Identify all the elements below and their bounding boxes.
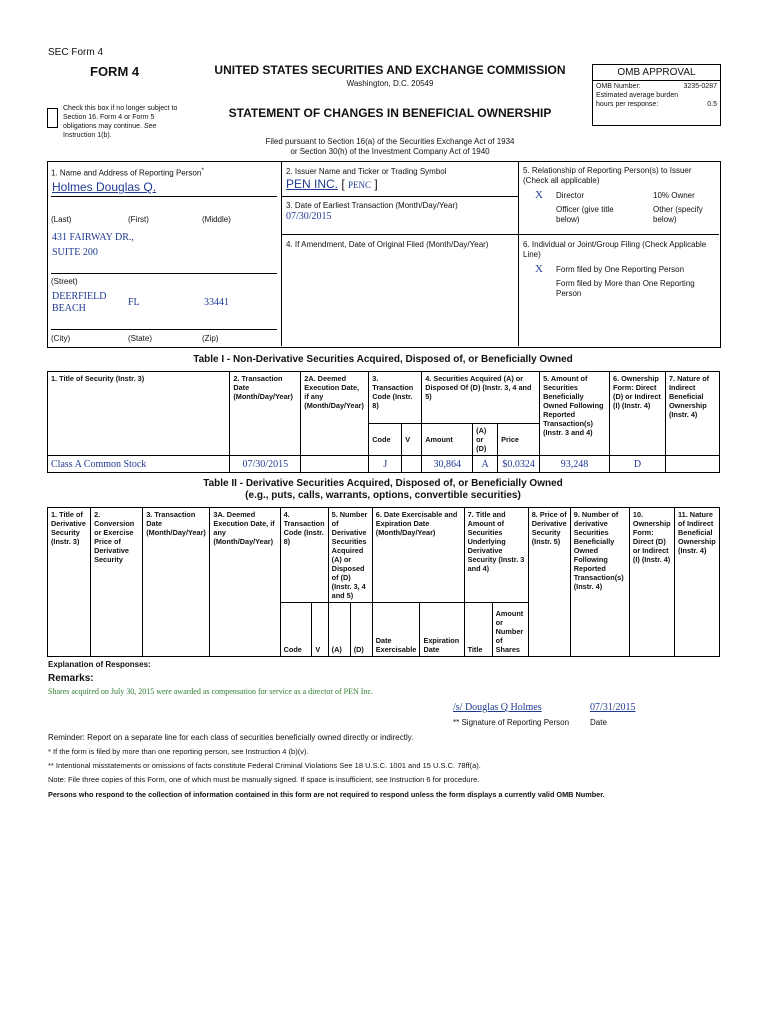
box2-label: 2. Issuer Name and Ticker or Trading Symbol bbox=[286, 167, 447, 176]
remarks-text: Shares acquired on July 30, 2015 were awarded as compensation for service as a director of PEN Inc. bbox=[48, 687, 373, 696]
t2-col-nature: 11. Nature of Indirect Beneficial Ownership (Instr. 4) bbox=[675, 508, 720, 657]
t1-sub-amount: Amount bbox=[422, 424, 473, 456]
zip-value: 33441 bbox=[204, 297, 229, 308]
city-line1: DEERFIELD bbox=[52, 291, 107, 302]
t1-row-nature bbox=[665, 456, 719, 473]
t2-col-ownership-form: 10. Ownership Form: Direct (D) or Indirect (I) (Instr. 4) bbox=[629, 508, 674, 657]
ten-percent-owner-label: 10% Owner bbox=[653, 191, 695, 200]
explanation-label: Explanation of Responses: bbox=[48, 660, 151, 669]
omb-hours-value: 0.5 bbox=[707, 101, 717, 108]
t1-col-amount-owned: 5. Amount of Securities Beneficially Owned Following Reported Transaction(s) (Instr. 3 and 4) bbox=[540, 372, 610, 456]
first-label: (First) bbox=[128, 215, 149, 224]
t1-sub-v: V bbox=[402, 424, 422, 456]
omb-hours-row bbox=[593, 99, 720, 108]
t1-row-date: 07/30/2015 bbox=[230, 456, 301, 473]
street-label: (Street) bbox=[51, 277, 78, 286]
omb-hours-label: hours per response: bbox=[596, 101, 659, 108]
form-filed-more-label: Form filed by More than One Reporting Person bbox=[556, 279, 695, 298]
t1-sub-ad: (A) or (D) bbox=[473, 424, 498, 456]
officer-label: Officer (give title below) bbox=[556, 205, 614, 224]
t1-row-form: D bbox=[610, 456, 666, 473]
note-multiple-persons: * If the form is filed by more than one reporting person, see Instruction 4 (b)(v). bbox=[48, 747, 309, 756]
ticker-close: ] bbox=[374, 177, 378, 191]
omb-approval-box bbox=[592, 64, 721, 126]
box1-label: 1. Name and Address of Reporting Person* bbox=[51, 167, 204, 178]
omb-number-row bbox=[593, 81, 720, 90]
t2-col-price: 8. Price of Derivative Security (Instr. 5) bbox=[528, 508, 570, 657]
omb-burden-label: Estimated average burden bbox=[596, 92, 679, 99]
t2-sub-amount: Amount or Number of Shares bbox=[492, 603, 528, 657]
note-omb: Persons who respond to the collection of information contained in this form are not required to respond unless the form displays a currently valid OMB Number. bbox=[48, 790, 605, 799]
issuer-name[interactable]: PEN INC. bbox=[286, 177, 339, 191]
t2-sub-d: (D) bbox=[350, 603, 372, 657]
t1-row-v bbox=[402, 456, 422, 473]
date-label: Date bbox=[590, 718, 607, 727]
street-line1: 431 FAIRWAY DR., bbox=[52, 232, 134, 243]
t1-row-code: J bbox=[369, 456, 402, 473]
t1-col-acquired: 4. Securities Acquired (A) or Disposed Of (D) (Instr. 3, 4 and 5) bbox=[422, 372, 540, 424]
t2-col-exercisable: 6. Date Exercisable and Expiration Date (Month/Day/Year) bbox=[372, 508, 464, 603]
t1-col-deemed: 2A. Deemed Execution Date, if any (Month/Day/Year) bbox=[301, 372, 369, 456]
reporting-person-name[interactable]: Holmes Douglas Q. bbox=[52, 180, 157, 194]
signature: /s/ Douglas Q Holmes bbox=[453, 702, 542, 713]
t1-col-title: 1. Title of Security (Instr. 3) bbox=[48, 372, 230, 456]
last-label: (Last) bbox=[51, 215, 72, 224]
t1-col-date: 2. Transaction Date (Month/Day/Year) bbox=[230, 372, 301, 456]
issuer-line bbox=[286, 177, 378, 191]
ticker-open: [ bbox=[341, 177, 345, 191]
t2-col-code: 4. Transaction Code (Instr. 8) bbox=[280, 508, 328, 603]
statement-title: STATEMENT OF CHANGES IN BENEFICIAL OWNERSHIP bbox=[228, 106, 552, 120]
t2-sub-v: V bbox=[312, 603, 328, 657]
t1-row-price: $0.0324 bbox=[498, 456, 540, 473]
remarks-label: Remarks: bbox=[48, 673, 94, 684]
city-label: (City) bbox=[51, 334, 71, 343]
other-label: Other (specify below) bbox=[653, 205, 703, 224]
t2-sub-code: Code bbox=[280, 603, 312, 657]
t1-col-ownership-form: 6. Ownership Form: Direct (D) or Indirect (I) (Instr. 4) bbox=[610, 372, 666, 456]
form-title: FORM 4 bbox=[90, 64, 140, 79]
t1-col-nature: 7. Nature of Indirect Beneficial Ownership (Instr. 4) bbox=[665, 372, 719, 456]
t2-col-number: 5. Number of Derivative Securities Acquired (A) or Disposed of (D) (Instr. 3, 4 and 5) bbox=[328, 508, 372, 603]
box4-label: 4. If Amendment, Date of Original Filed (Month/Day/Year) bbox=[286, 240, 489, 249]
table2-derivative bbox=[47, 507, 720, 657]
box6-label: 6. Individual or Joint/Group Filing (Check Applicable Line) bbox=[523, 240, 707, 259]
note-file-copies: Note: File three copies of this Form, one of which must be manually signed. If space is insufficient, see Instruction 6 for procedure. bbox=[48, 775, 480, 784]
omb-title: OMB APPROVAL bbox=[593, 65, 720, 81]
checkbox-text: Check this box if no longer subject to Section 16. Form 4 or Form 5 obligations may continue. See Instruction 1(b). bbox=[63, 105, 178, 139]
t2-col-underlying: 7. Title and Amount of Securities Underlying Derivative Security (Instr. 3 and 4) bbox=[464, 508, 528, 603]
commission-title: UNITED STATES SECURITIES AND EXCHANGE COMMISSION bbox=[214, 63, 566, 77]
t1-sub-price: Price bbox=[498, 424, 540, 456]
table1-title: Table I - Non-Derivative Securities Acquired, Disposed of, or Beneficially Owned bbox=[193, 354, 573, 365]
omb-number-value: 3235-0287 bbox=[683, 83, 717, 90]
state-value: FL bbox=[128, 297, 140, 308]
t1-sub-code: Code bbox=[369, 424, 402, 456]
t2-col-date: 3. Transaction Date (Month/Day/Year) bbox=[143, 508, 210, 657]
t1-row-ad: A bbox=[473, 456, 498, 473]
sec-form-label: SEC Form 4 bbox=[48, 47, 104, 58]
commission-location: Washington, D.C. 20549 bbox=[346, 79, 434, 88]
t2-col-conversion: 2. Conversion or Exercise Price of Derivative Security bbox=[91, 508, 143, 657]
t1-row-title: Class A Common Stock bbox=[48, 456, 230, 473]
city-line2: BEACH bbox=[52, 303, 86, 314]
t1-row-deemed bbox=[301, 456, 369, 473]
t2-col-owned: 9. Number of derivative Securities Beneficially Owned Following Reported Transaction(s) (Instr. 4) bbox=[570, 508, 629, 657]
director-check-mark[interactable]: X bbox=[535, 189, 543, 201]
filed-line2: or Section 30(h) of the Investment Company Act of 1940 bbox=[290, 147, 490, 156]
t2-col-title: 1. Title of Derivative Security (Instr. 3) bbox=[48, 508, 91, 657]
earliest-transaction-date: 07/30/2015 bbox=[286, 211, 332, 222]
table-row bbox=[48, 456, 720, 473]
table1-non-derivative bbox=[47, 371, 720, 473]
signature-label: ** Signature of Reporting Person bbox=[453, 718, 570, 727]
t1-row-amount: 30,864 bbox=[422, 456, 473, 473]
form-filed-one-label: Form filed by One Reporting Person bbox=[556, 265, 685, 274]
t1-col-code: 3. Transaction Code (Instr. 8) bbox=[369, 372, 422, 424]
director-label: Director bbox=[556, 191, 585, 200]
t2-sub-date-exercisable: Date Exercisable bbox=[372, 603, 420, 657]
t2-col-deemed: 3A. Deemed Execution Date, if any (Month/Day/Year) bbox=[210, 508, 280, 657]
ticker-symbol: PENC bbox=[348, 180, 372, 190]
filed-line1: Filed pursuant to Section 16(a) of the Securities Exchange Act of 1934 bbox=[265, 137, 515, 146]
box3-label: 3. Date of Earliest Transaction (Month/Day/Year) bbox=[286, 201, 458, 210]
zip-label: (Zip) bbox=[202, 334, 219, 343]
t2-sub-expiration: Expiration Date bbox=[420, 603, 464, 657]
t1-row-owned: 93,248 bbox=[540, 456, 610, 473]
one-person-check-mark[interactable]: X bbox=[535, 263, 543, 275]
box5-label: 5. Relationship of Reporting Person(s) to Issuer (Check all applicable) bbox=[523, 166, 692, 185]
middle-label: (Middle) bbox=[202, 215, 231, 224]
street-line2: SUITE 200 bbox=[52, 247, 98, 258]
no-longer-subject-checkbox[interactable] bbox=[47, 108, 58, 128]
omb-number-label: OMB Number: bbox=[596, 83, 641, 90]
note-misstatements: ** Intentional misstatements or omissions of facts constitute Federal Criminal Violations See 18 U.S.C. 1001 and 15 U.S.C. 78ff(a). bbox=[48, 761, 481, 770]
t2-sub-title: Title bbox=[464, 603, 492, 657]
signature-date: 07/31/2015 bbox=[590, 702, 636, 713]
table2-title: Table II - Derivative Securities Acquired, Disposed of, or Beneficially Owned (e.g., puts, calls, warrants, options, convertible securities) bbox=[203, 478, 563, 501]
state-label: (State) bbox=[128, 334, 153, 343]
t2-sub-a: (A) bbox=[328, 603, 350, 657]
reminder-text: Reminder: Report on a separate line for each class of securities beneficially owned directly or indirectly. bbox=[48, 733, 414, 742]
